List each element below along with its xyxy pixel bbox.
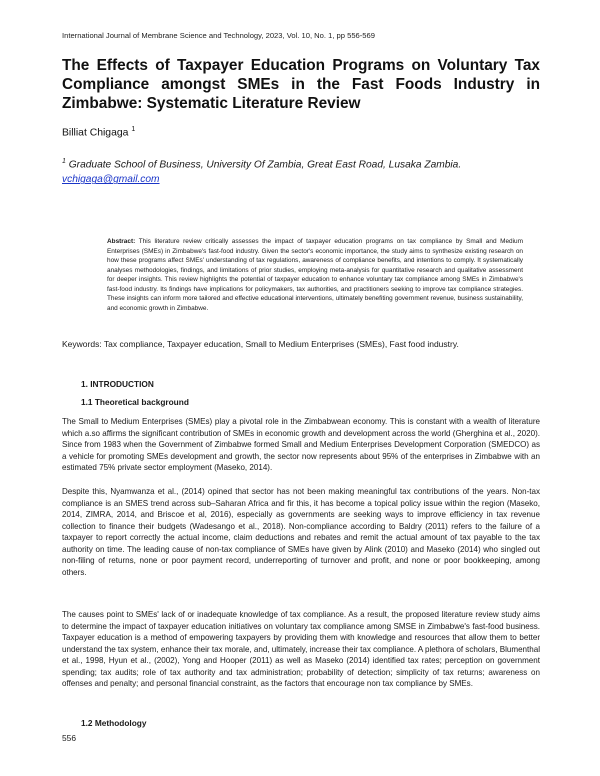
author-line — [62, 126, 135, 138]
body-paragraph-3: The causes point to SMEs' lack of or inadequate knowledge of tax compliance. As a result, the proposed literature review study aims to determine the impact of taxpayer education initiatives on voluntary tax compliance among SMSE in Zimbabwe's fast-food business. Taxpayer education is a method of empowering taxpayers by providing them with knowledge and resources that allow them to better understand the tax system, enhance their tax morale, and, ultimately, increase their tax compliance. A plethora of scholars, Blumenthal et al., 1998, Hyun et al., (2002), Yong and Hooper (2011) as well as Maseko (2014) identified tax rates; perception on government spending; tax audits; role of tax authority and tax administration; probability of detection; simplicity of tax returns; awareness on offenses and penalty; and personal financial constraint, as the factors that encourage non tax compliance by SMEs. — [62, 610, 540, 688]
affiliation-superscript: 1 — [62, 158, 66, 165]
section-heading-introduction: 1. INTRODUCTION — [81, 379, 154, 389]
body-paragraph-1: The Small to Medium Enterprises (SMEs) play a pivotal role in the Zimbabwean economy. This is constant with a wealth of literature which a.so affirms the significant contribution of SMEs in economic growth and development across the world (Gherghina et al., 2020). Since from 1983 when the Government of Zimbabwe formed Small and Medium Enterprises Development Corporation (SMEDCO) as a vehicle for promoting SMEs development and growth, the sector now represents about 95% of the enterprises in Zimbabwe with an estimated 75% private sector employment (Maseko, 2014). — [62, 417, 540, 472]
subsection-heading-theoretical-background: 1.1 Theoretical background — [81, 397, 189, 407]
paper-title: The Effects of Taxpayer Education Programs on Voluntary Tax Compliance amongst SMEs in the Fast Foods Industry in Zimbabwe: Systematic Literature Review — [62, 57, 540, 112]
author-email-link[interactable]: vchigaga@gmail.com — [62, 174, 160, 186]
subsection-heading-methodology: 1.2 Methodology — [81, 718, 147, 728]
keywords-line: Keywords: Tax compliance, Taxpayer education, Small to Medium Enterprises (SMEs), Fast food industry. — [62, 339, 459, 349]
abstract-block — [107, 237, 523, 313]
author-superscript: 1 — [131, 126, 136, 133]
running-head: International Journal of Membrane Science and Technology, 2023, Vol. 10, No. 1, pp 556-569 — [62, 31, 375, 40]
affiliation-text: Graduate School of Business, University Of Zambia, Great East Road, Lusaka Zambia. — [68, 159, 462, 171]
author-name: Billiat Chigaga — [62, 127, 129, 139]
abstract-label: Abstract: — [107, 238, 136, 245]
affiliation-block — [62, 154, 540, 187]
page-number: 556 — [62, 733, 76, 743]
body-paragraph-2: Despite this, Nyamwanza et al., (2014) opined that sector has not been making meaningful tax contributions of the years. Non-tax compliance is an SMES trend across sub–Saharan Africa and fir this, it has become a topical policy issue within the region (Maseko, 2014, ZIMRA, 2014, and Briscoe et al, 2016), especially as governments are seeking ways to improve efficiency in tax revenue collection to finance their budgets (Wadesango et al., 2018). Non-compliance according to Baldry (2011) refers to the failure of a taxpayer to report correctly the actual income, claim deductions and rebates and remit the actual amount of tax payable to the tax authority on time. The leading cause of non-tax compliance of SMEs have given by Alink (2010) and Maseko (2014) who singled out non-filing of returns, none or poor payment record, underreporting of turnover and profit, and none or poor bookkeeping, among others. — [62, 487, 540, 577]
abstract-text: This literature review critically assesses the impact of taxpayer education programs on tax compliance by Small and Medium Enterprises (SMEs) in Zimbabwe's fast-food industry. Given the sector's economic importance, the study aims to synthesize existing research on how these programs affect SMEs' understanding of tax regulations, awareness of compliance benefits, and intentions to comply. It systematically analyses methodologies, findings, and limitations of prior studies, employing meta-analysis for quantitative research and qualitative assessment for deeper insights. This review highlights the potential of taxpayer education to enhance voluntary tax compliance among SMEs in Zimbabwe's fast-food industry. Its findings have implications for policymakers, tax authorities, and practitioners seeking to improve tax compliance strategies. These insights can inform more tailored and effective educational interventions, ultimately benefiting government revenue, business sustainability, and economic growth in Zimbabwe. — [107, 238, 523, 312]
